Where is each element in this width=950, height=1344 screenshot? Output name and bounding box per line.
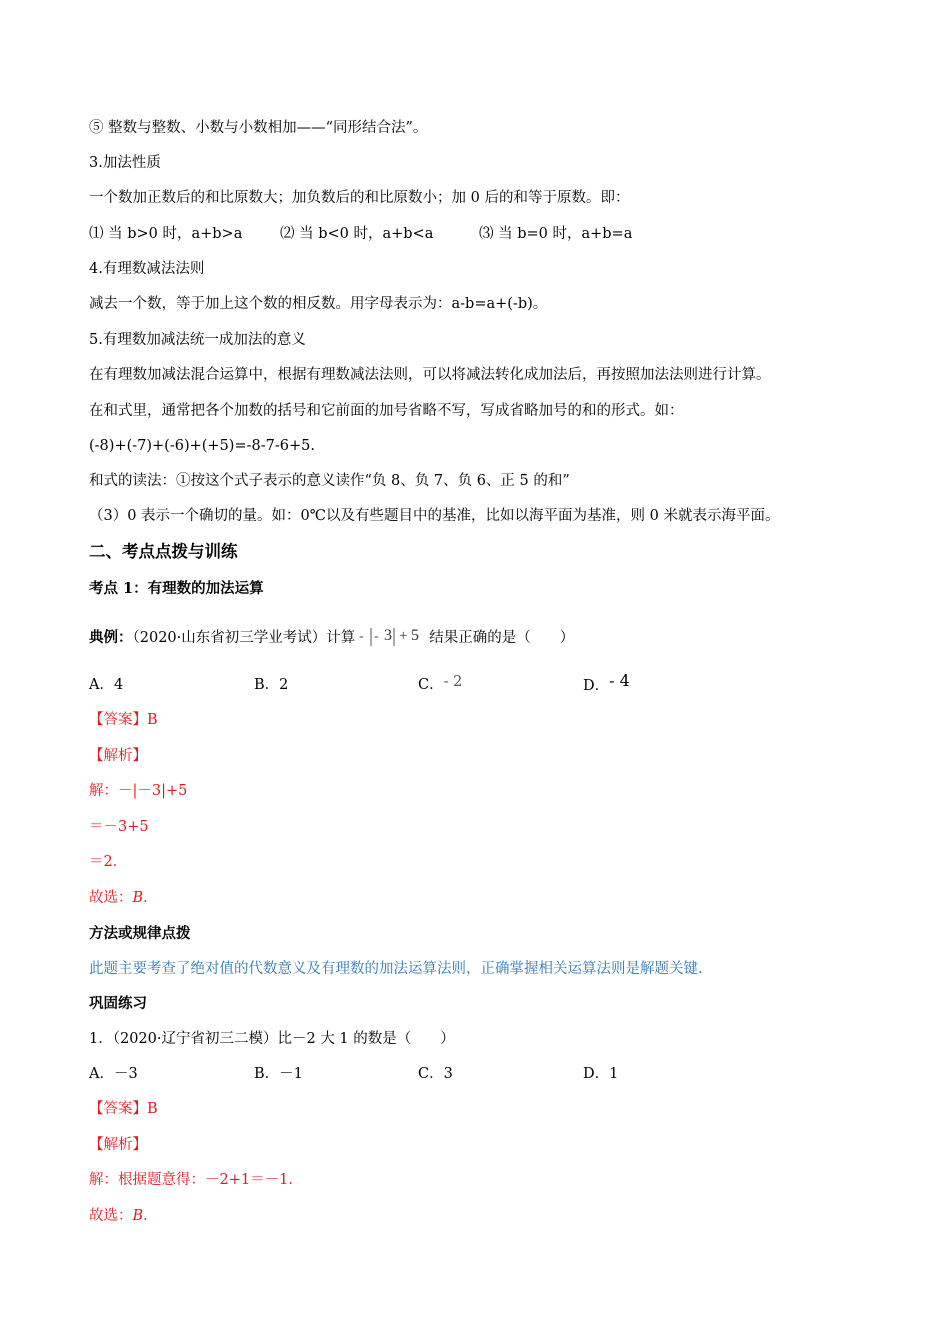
example-option-b: B．2 xyxy=(254,677,289,693)
example-option-a: A．4 xyxy=(89,677,124,693)
example-choose: 故选：B． xyxy=(89,890,158,906)
section-title: 二、考点点拨与训练 xyxy=(89,542,238,561)
text-line: （3）0 表示一个确切的量。如：0℃以及有些题目中的基准，比如以海平面为基准，则 0 米就表示海平面。 xyxy=(89,508,780,524)
text-line: 一个数加正数后的和比原数大；加负数后的和比原数小；加 0 后的和等于原数。即： xyxy=(89,190,630,206)
practice-option-b: B．－1 xyxy=(254,1066,303,1082)
example-tail: 结果正确的是（ ） xyxy=(429,630,575,646)
example-source: （2020·山东省初三学业考试）计算 xyxy=(132,630,356,646)
example-step-3: ＝2． xyxy=(89,854,128,870)
kaodian-title: 考点 1：有理数的加法运算 xyxy=(89,580,264,597)
heading-addition-property: 3.加法性质 xyxy=(89,155,161,171)
svg-text:+: + xyxy=(399,628,408,644)
example-option-d: D．- 4 xyxy=(583,671,630,694)
svg-text:-: - xyxy=(374,629,379,644)
option-d-value: - 4 xyxy=(609,671,630,690)
svg-text:-: - xyxy=(359,629,364,644)
example-question xyxy=(89,625,574,651)
text-line: 在和式里，通常把各个加数的括号和它前面的加号省略不写，写成省略加号的和的形式。如： xyxy=(89,403,684,419)
practice-title: 巩固练习 xyxy=(89,995,147,1012)
practice-option-c: C．3 xyxy=(418,1066,453,1082)
practice-option-a: A．－3 xyxy=(89,1066,138,1082)
practice-choose: 故选：B． xyxy=(89,1208,158,1224)
heading-unify-addition: 5.有理数加减法统一成加法的意义 xyxy=(89,332,306,348)
property-case-1: ⑴ 当 b>0 时，a+b>a xyxy=(89,226,243,242)
practice-option-d: D．1 xyxy=(583,1066,619,1082)
example-step-2: ＝－3+5 xyxy=(89,819,149,835)
method-title: 方法或规律点拨 xyxy=(89,925,191,942)
example-label: 典例： xyxy=(89,629,133,646)
method-text: 此题主要考查了绝对值的代数意义及有理数的加法运算法则，正确掌握相关运算法则是解题关键. xyxy=(89,961,703,977)
practice-answer: 【答案】B xyxy=(89,1101,158,1117)
practice-step: 解：根据题意得：－2+1＝－1． xyxy=(89,1172,303,1188)
example-step-1: 解：－|－3|+5 xyxy=(89,783,188,799)
heading-subtraction-rule: 4.有理数减法法则 xyxy=(89,261,205,277)
practice-question: 1．（2020·辽宁省初三二模）比－2 大 1 的数是（ ） xyxy=(89,1031,455,1047)
example-analysis-label: 【解析】 xyxy=(89,748,147,764)
example-answer: 【答案】B xyxy=(89,712,158,728)
text-line: (-8)+(-7)+(-6)+(+5)=-8-7-6+5. xyxy=(89,438,315,454)
svg-text:5: 5 xyxy=(411,627,420,644)
example-formula xyxy=(357,625,427,651)
option-c-value: - 2 xyxy=(443,674,463,690)
practice-analysis-label: 【解析】 xyxy=(89,1137,147,1153)
svg-text:3: 3 xyxy=(384,627,393,644)
text-line: ⑤ 整数与整数、小数与小数相加——“同形结合法”。 xyxy=(89,120,428,136)
property-case-2: ⑵ 当 b<0 时，a+b<a xyxy=(280,226,434,242)
text-line: 在有理数加减法混合运算中，根据有理数减法法则，可以将减法转化成加法后，再按照加法法则进行计算。 xyxy=(89,367,771,383)
property-case-3: ⑶ 当 b=0 时，a+b=a xyxy=(479,226,633,242)
text-line: 和式的读法：①按这个式子表示的意义读作“负 8、负 7、负 6、正 5 的和” xyxy=(89,473,570,489)
text-line: 减去一个数，等于加上这个数的相反数。用字母表示为：a-b=a+(-b)。 xyxy=(89,296,548,312)
example-option-c: C．- 2 xyxy=(418,674,463,693)
